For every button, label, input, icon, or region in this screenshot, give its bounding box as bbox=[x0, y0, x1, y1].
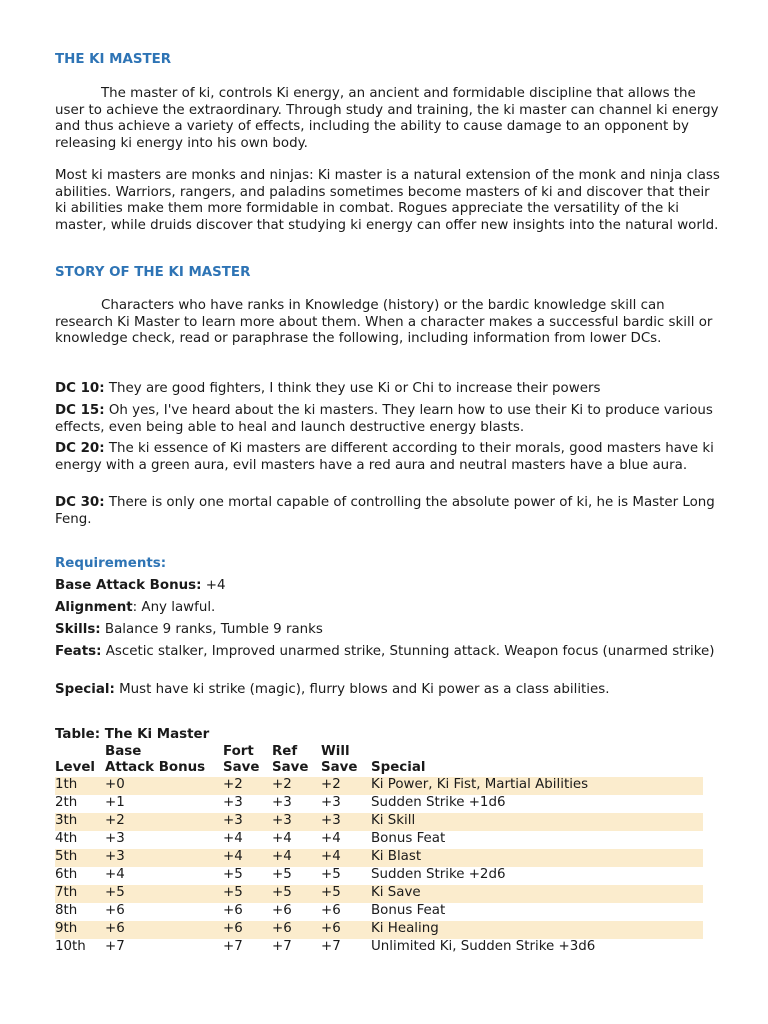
table-cell: +6 bbox=[105, 921, 223, 939]
requirement-label: Skills: bbox=[55, 622, 101, 637]
story-paragraph: Characters who have ranks in Knowledge (history) or the bardic knowledge skill can research Ki Master to learn more about them. When a character makes a successful bardic skill or knowledge check, read or paraphrase the following, including information from lower DCs. bbox=[55, 298, 713, 347]
intro-paragraph-2: Most ki masters are monks and ninjas: Ki master is a natural extension of the monk and ninja class abilities. Warriors, rangers, and paladins sometimes become masters of ki and discover that their ki abilities make them more formidable in combat. Rogues appreciate the versatility of the ki master, while druids discover that studying ki energy can offer new insights into the natural world. bbox=[55, 168, 720, 233]
column-header-special: Special bbox=[371, 760, 426, 776]
table-row bbox=[55, 939, 703, 957]
table-cell: +4 bbox=[223, 849, 272, 867]
requirement-label: Feats: bbox=[55, 644, 102, 659]
table-cell: +4 bbox=[272, 849, 321, 867]
table-cell: +4 bbox=[321, 849, 371, 867]
table-cell: +6 bbox=[272, 921, 321, 939]
table-row bbox=[55, 813, 703, 831]
requirement-text: : Any lawful. bbox=[132, 600, 216, 615]
table-cell: 1th bbox=[55, 777, 105, 795]
table-cell: 6th bbox=[55, 867, 78, 883]
table-cell: 10th bbox=[55, 939, 86, 955]
requirement-label: Base Attack Bonus: bbox=[55, 578, 202, 593]
dc-label: DC 20: bbox=[55, 441, 105, 456]
dc-entry bbox=[55, 441, 720, 474]
requirements-heading: Requirements: bbox=[55, 556, 167, 571]
table-cell: +2 bbox=[223, 777, 272, 795]
table-cell: +5 bbox=[272, 867, 292, 883]
column-header-base-attack: Base Attack Bonus bbox=[105, 743, 206, 776]
table-cell: +4 bbox=[105, 867, 125, 883]
table-cell: +3 bbox=[272, 813, 321, 831]
table-row bbox=[55, 903, 703, 921]
dc-label: DC 10: bbox=[55, 381, 105, 396]
table-caption: Table: The Ki Master bbox=[55, 727, 210, 742]
table-cell: 9th bbox=[55, 921, 105, 939]
table-row bbox=[55, 777, 703, 795]
table-cell: +6 bbox=[272, 903, 292, 919]
table-cell: +6 bbox=[223, 921, 272, 939]
page-title: THE KI MASTER bbox=[55, 52, 172, 67]
requirement-label: Special: bbox=[55, 682, 115, 697]
table-cell: +3 bbox=[105, 849, 223, 867]
table-cell: +6 bbox=[105, 903, 125, 919]
table-cell: +4 bbox=[321, 831, 341, 847]
table-cell: +3 bbox=[272, 795, 292, 811]
table-cell: Ki Healing bbox=[371, 921, 703, 939]
table-cell: Bonus Feat bbox=[371, 903, 446, 919]
intro-paragraph-1: The master of ki, controls Ki energy, an ancient and formidable discipline that allows the user to achieve the extraordinary. Through study and training, the ki master can channel ki energy and thus achieve a variety of effects, including the ability to cause damage to an opponent by releasing ki energy into his own body. bbox=[55, 86, 719, 151]
dc-entry bbox=[55, 381, 720, 398]
table-cell: +0 bbox=[105, 777, 223, 795]
table-cell: +3 bbox=[223, 795, 243, 811]
table-row bbox=[55, 921, 703, 939]
requirement-text: Balance 9 ranks, Tumble 9 ranks bbox=[100, 622, 323, 637]
table-cell: 3th bbox=[55, 813, 105, 831]
story-heading: STORY OF THE KI MASTER bbox=[55, 265, 251, 280]
table-cell: 8th bbox=[55, 903, 78, 919]
table-row bbox=[55, 867, 703, 885]
table-cell: +5 bbox=[321, 867, 341, 883]
column-header-will-save: Will Save bbox=[321, 743, 358, 776]
table-cell: 2th bbox=[55, 795, 78, 811]
table-cell: Ki Blast bbox=[371, 849, 703, 867]
table-cell: Ki Skill bbox=[371, 813, 703, 831]
table-header-row bbox=[55, 744, 703, 777]
column-header-fort-save: Fort Save bbox=[223, 743, 260, 776]
table-cell: 4th bbox=[55, 831, 78, 847]
table-row bbox=[55, 849, 703, 867]
column-header-ref-save: Ref Save bbox=[272, 743, 309, 776]
dc-text: The ki essence of Ki masters are different according to their morals, good masters have ki energy with a green aura, evil masters have a red aura and neutral masters have a blue aura. bbox=[55, 441, 714, 473]
table-cell: +3 bbox=[321, 795, 341, 811]
table-cell: +4 bbox=[223, 831, 243, 847]
table-cell: +6 bbox=[223, 903, 243, 919]
dc-text: They are good fighters, I think they use Ki or Chi to increase their powers bbox=[108, 381, 601, 396]
table-row bbox=[55, 885, 703, 903]
requirement-label: Alignment bbox=[55, 600, 133, 615]
table-cell: Ki Save bbox=[371, 885, 703, 903]
requirement-item bbox=[55, 600, 720, 617]
table-cell: Sudden Strike +1d6 bbox=[371, 795, 506, 811]
dc-text: Oh yes, I've heard about the ki masters. They learn how to use their Ki to produce various effects, even being able to heal and launch destructive energy blasts. bbox=[55, 403, 713, 435]
table-cell: 5th bbox=[55, 849, 105, 867]
table-cell: 7th bbox=[55, 885, 105, 903]
table-cell: +5 bbox=[223, 885, 272, 903]
table-row bbox=[55, 795, 703, 813]
table-cell: +1 bbox=[105, 795, 125, 811]
table-cell: +5 bbox=[223, 867, 243, 883]
table-cell: +5 bbox=[272, 885, 321, 903]
requirement-text: Must have ki strike (magic), flurry blows and Ki power as a class abilities. bbox=[114, 682, 610, 697]
table-cell: Sudden Strike +2d6 bbox=[371, 867, 506, 883]
dc-text: There is only one mortal capable of controlling the absolute power of ki, he is Master Long Feng. bbox=[55, 495, 715, 527]
table-cell: +3 bbox=[321, 813, 371, 831]
dc-label: DC 15: bbox=[55, 403, 105, 418]
table-cell: Bonus Feat bbox=[371, 831, 446, 847]
table-cell: +7 bbox=[321, 939, 341, 955]
requirement-item bbox=[55, 644, 720, 661]
table-cell: +2 bbox=[321, 777, 371, 795]
table-cell: +7 bbox=[105, 939, 125, 955]
table-cell: +2 bbox=[272, 777, 321, 795]
table-cell: +7 bbox=[272, 939, 292, 955]
table-cell: +7 bbox=[223, 939, 243, 955]
table-row bbox=[55, 831, 703, 849]
table-cell: +2 bbox=[105, 813, 223, 831]
table-cell: +5 bbox=[105, 885, 223, 903]
requirement-item bbox=[55, 622, 720, 639]
dc-label: DC 30: bbox=[55, 495, 105, 510]
requirement-item bbox=[55, 578, 720, 595]
table-cell: +3 bbox=[105, 831, 125, 847]
table-cell: +3 bbox=[223, 813, 272, 831]
ki-master-table bbox=[55, 727, 703, 957]
column-header-level: Level bbox=[55, 760, 96, 776]
table-cell: +6 bbox=[321, 921, 371, 939]
requirement-text: +4 bbox=[201, 578, 226, 593]
requirement-text: Ascetic stalker, Improved unarmed strike, Stunning attack. Weapon focus (unarmed strike) bbox=[101, 644, 715, 659]
dc-entry bbox=[55, 403, 720, 436]
table-cell: Ki Power, Ki Fist, Martial Abilities bbox=[371, 777, 703, 795]
table-cell: +6 bbox=[321, 903, 341, 919]
table-cell: +5 bbox=[321, 885, 371, 903]
table-body bbox=[55, 777, 703, 957]
table-cell: Unlimited Ki, Sudden Strike +3d6 bbox=[371, 939, 596, 955]
table-cell: +4 bbox=[272, 831, 292, 847]
requirement-item bbox=[55, 682, 720, 699]
dc-entry bbox=[55, 495, 720, 528]
